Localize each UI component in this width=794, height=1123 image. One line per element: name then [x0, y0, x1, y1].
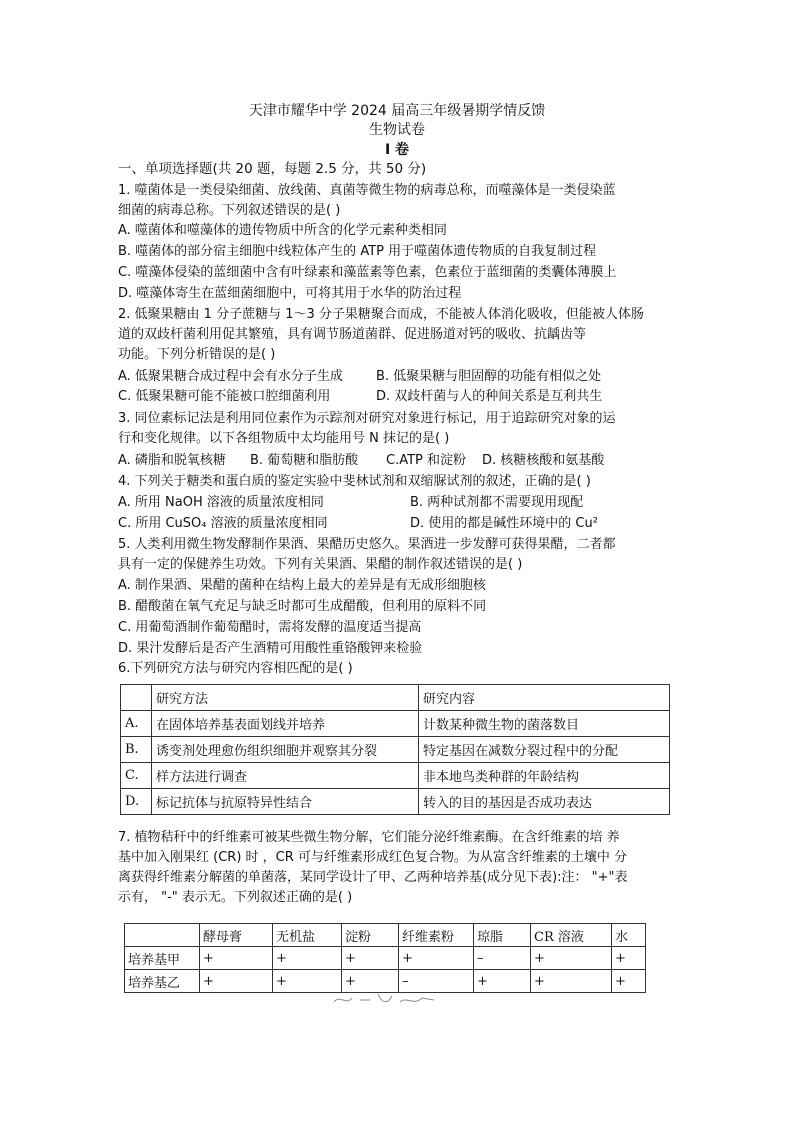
- table-cell: +: [474, 970, 531, 993]
- q1-stem-line: 细菌的病毒总称。下列叙述错误的是( ): [118, 203, 341, 218]
- table-cell: +: [612, 947, 646, 970]
- q7-stem-line: 示有， "-" 表示无。下列叙述正确的是( ): [118, 890, 353, 905]
- table-cell: +: [612, 970, 646, 993]
- q1-option-d: D. 噬藻体寄生在蓝细菌细胞中，可将其用于水华的防治过程: [118, 286, 462, 301]
- table-header: 研究方法: [152, 685, 419, 711]
- table-row: [121, 737, 670, 763]
- q7-stem-line: 7. 植物秸秆中的纤维素可被某些微生物分解，它们能分泌纤维素酶。在含纤维素的培 养: [118, 830, 620, 845]
- q4-option-b: B. 两种试剂都不需要现用现配: [410, 495, 584, 510]
- table-cell: 非本地鸟类种群的年龄结构: [419, 763, 670, 789]
- table-header-row: [121, 685, 670, 711]
- table-row: [121, 711, 670, 737]
- table-cell: [121, 685, 152, 711]
- q1-option-a: A. 噬菌体和噬藻体的遗传物质中所含的化学元素种类相同: [118, 223, 447, 238]
- table-header: 淀粉: [342, 924, 399, 947]
- table-row: [121, 763, 670, 789]
- table-header: 无机盐: [273, 924, 342, 947]
- q3-stem-line: 3. 同位素标记法是利用同位素作为示踪剂对研究对象进行标记，用于追踪研究对象的运: [118, 411, 616, 426]
- table-cell: 在固体培养基表面划线并培养: [152, 711, 419, 737]
- q2-option-d: D. 双歧杆菌与人的种间关系是互利共生: [376, 389, 603, 404]
- table-cell: 培养基甲: [125, 947, 200, 970]
- q2-option-b: B. 低聚果糖与胆固醇的功能有相似之处: [376, 369, 602, 384]
- table-header: [125, 924, 200, 947]
- table-cell: +: [273, 947, 342, 970]
- q6-stem: 6.下列研究方法与研究内容相匹配的是( ): [118, 661, 353, 676]
- q5-option-a: A. 制作果酒、果醋的菌种在结构上最大的差异是有无成形细胞核: [118, 578, 486, 593]
- table-cell: C.: [121, 763, 152, 789]
- exam-title: 天津市耀华中学 2024 届高三年级暑期学情反馈: [248, 103, 546, 119]
- table-cell: 标记抗体与抗原特异性结合: [152, 789, 419, 815]
- q4-stem-line: 4. 下列关于糖类和蛋白质的鉴定实验中斐林试剂和双缩脲试剂的叙述，正确的是( ): [118, 474, 591, 489]
- table-cell: B.: [121, 737, 152, 763]
- table-cell: 样方法进行调查: [152, 763, 419, 789]
- table-cell: +: [342, 947, 399, 970]
- table-cell: +: [342, 970, 399, 993]
- table-header: 纤维素粉: [399, 924, 474, 947]
- q4-option-d: D. 使用的都是碱性环境中的 Cu²: [410, 516, 598, 531]
- table-cell: A.: [121, 711, 152, 737]
- q4-option-a: A. 所用 NaOH 溶液的质量浓度相同: [118, 495, 324, 510]
- q1-option-c: C. 噬藻体侵染的蓝细菌中含有叶绿素和藻蓝素等色素，色素位于蓝细菌的类囊体薄膜上: [118, 265, 617, 280]
- table-cell: –: [399, 970, 474, 993]
- q7-stem-line: 基中加入刚果红 (CR) 时 ，CR 可与纤维素形成红色复合物。为从富含纤维素的土壤中 分: [118, 850, 628, 865]
- handwriting-mark: [330, 988, 450, 1010]
- q5-stem-line: 5. 人类利用微生物发酵制作果酒、果醋历史悠久。果酒进一步发酵可获得果醋，二者都: [118, 537, 616, 552]
- table-cell: 转入的目的基因是否成功表达: [419, 789, 670, 815]
- q1-stem-line: 1. 噬菌体是一类侵染细菌、放线菌、真菌等微生物的病毒总称，而噬藻体是一类侵染蓝: [118, 183, 616, 198]
- q2-stem-line: 功能。下列分析错误的是( ): [118, 347, 276, 362]
- q5-option-d: D. 果汁发酵后是否产生酒精可用酸性重铬酸钾来检验: [118, 641, 423, 656]
- q5-stem-line: 具有一定的保健养生功效。下列有关果酒、果醋的制作叙述错误的是( ): [118, 557, 523, 572]
- table-header: 研究内容: [419, 685, 670, 711]
- q7-medium-table: [124, 923, 646, 993]
- table-cell: D.: [121, 789, 152, 815]
- q6-table: [120, 684, 670, 815]
- table-cell: 培养基乙: [125, 970, 200, 993]
- q2-stem-line: 道的双歧杆菌利用促其繁殖，具有调节肠道菌群、促进肠道对钙的吸收、抗龋齿等: [118, 327, 587, 342]
- table-header: CR 溶液: [531, 924, 612, 947]
- q3-option-a: A. 磷脂和脱氧核糖: [118, 453, 226, 468]
- q3-option-d: D. 核糖核酸和氨基酸: [482, 453, 605, 468]
- table-header: 琼脂: [474, 924, 531, 947]
- table-cell: +: [399, 947, 474, 970]
- q2-option-a: A. 低聚果糖合成过程中会有水分子生成: [118, 369, 343, 384]
- q2-stem-line: 2. 低聚果糖由 1 分子蔗糖与 1～3 分子果糖聚合而成，不能被人体消化吸收，但能被人体肠: [118, 307, 644, 322]
- section-heading: 一、单项选择题(共 20 题，每题 2.5 分，共 50 分): [118, 161, 427, 177]
- table-cell: +: [200, 970, 273, 993]
- table-cell: 诱变剂处理愈伤组织细胞并观察其分裂: [152, 737, 419, 763]
- table-cell: +: [200, 947, 273, 970]
- table-cell: –: [474, 947, 531, 970]
- q4-option-c: C. 所用 CuSO₄ 溶液的质量浓度相同: [118, 516, 328, 531]
- table-cell: 特定基因在减数分裂过程中的分配: [419, 737, 670, 763]
- table-cell: +: [531, 947, 612, 970]
- q3-stem-line: 行和变化规律。以下各组物质中太均能用号 N 抹记的是( ): [118, 431, 450, 446]
- q2-option-c: C. 低聚果糖可能不能被口腔细菌利用: [118, 389, 331, 404]
- q1-option-b: B. 噬菌体的部分宿主细胞中线粒体产生的 ATP 用于噬菌体遗传物质的自我复制过程: [118, 244, 597, 259]
- table-cell: +: [531, 970, 612, 993]
- q7-stem-line: 离获得纤维素分解菌的单菌落，某同学设计了甲、乙两种培养基(成分见下表):注： "+"表: [118, 870, 628, 885]
- exam-volume: I 卷: [384, 142, 410, 158]
- table-row: [121, 789, 670, 815]
- table-cell: 计数某种微生物的菌落数目: [419, 711, 670, 737]
- table-header: 水: [612, 924, 646, 947]
- table-header: 酵母膏: [200, 924, 273, 947]
- table-header-row: [125, 924, 646, 947]
- table-row: [125, 947, 646, 970]
- q5-option-c: C. 用葡萄酒制作葡萄醋时，需将发酵的温度适当提高: [118, 620, 422, 635]
- q3-option-c: C.ATP 和淀粉: [386, 453, 467, 468]
- q5-option-b: B. 醋酸菌在氧气充足与缺乏时都可生成醋酸，但利用的原料不同: [118, 599, 487, 614]
- q3-option-b: B. 葡萄糖和脂肪酸: [250, 453, 359, 468]
- exam-subject: 生物试卷: [369, 122, 425, 138]
- table-cell: +: [273, 970, 342, 993]
